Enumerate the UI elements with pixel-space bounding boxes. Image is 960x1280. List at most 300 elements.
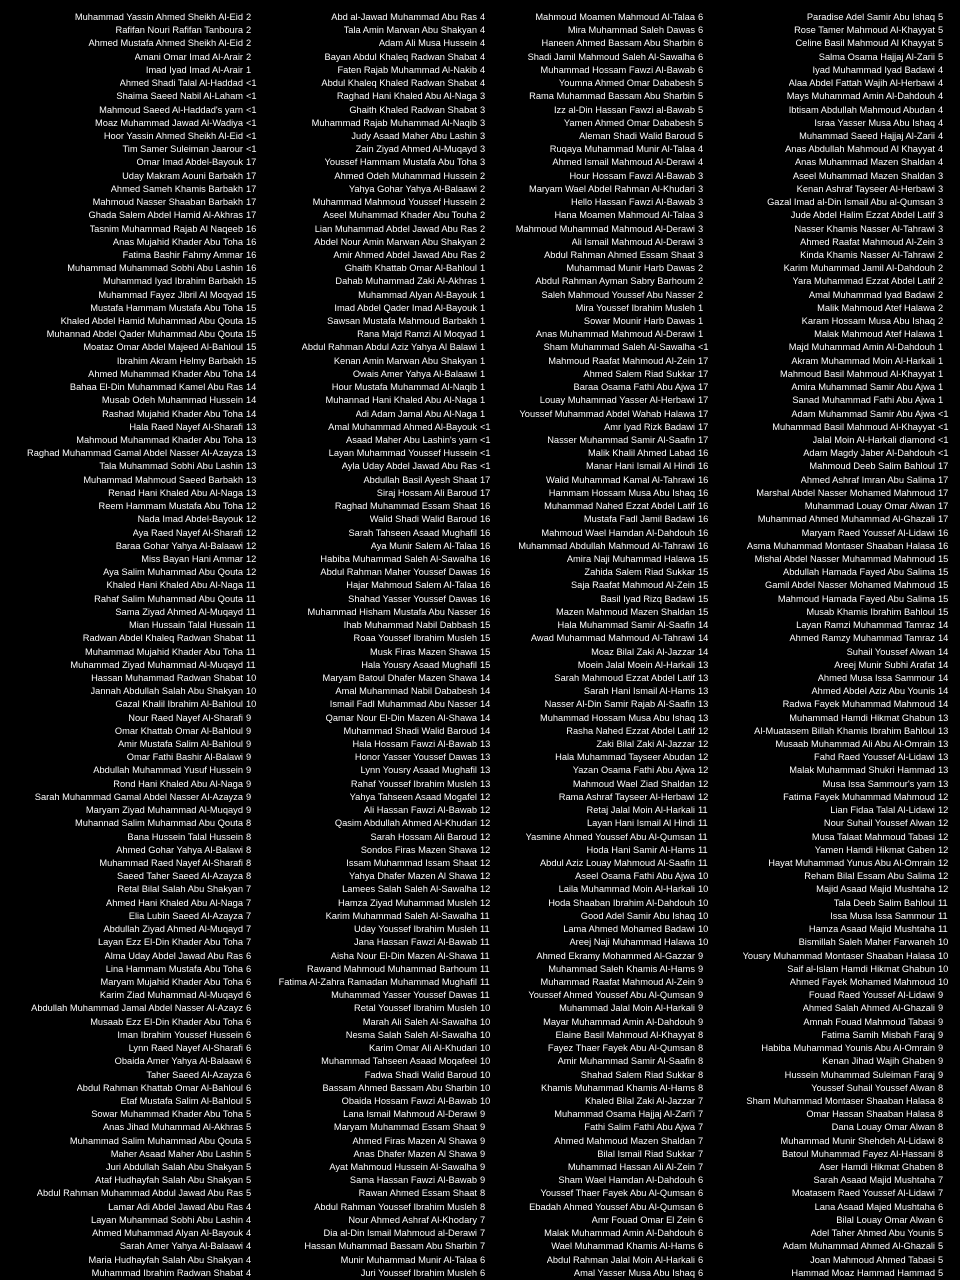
name-entry (6, 963, 262, 976)
name-entry (714, 844, 954, 857)
person-age: 14 (480, 672, 491, 683)
name-entry (6, 579, 262, 592)
person-age: 5 (938, 25, 944, 36)
person-age: 13 (246, 474, 257, 485)
person-name: Gazal Imad al-Din Ismail Abu al-Qumsan (767, 197, 935, 208)
name-entry (6, 368, 262, 381)
person-age: 9 (698, 976, 704, 987)
name-entry (262, 791, 496, 804)
person-age: 4 (480, 38, 486, 49)
person-age: 10 (480, 1069, 491, 1080)
person-age: 10 (480, 1095, 491, 1106)
person-age: 14 (480, 699, 491, 710)
name-entry (714, 1069, 954, 1082)
name-entry (6, 196, 262, 209)
person-name: Maryam Mujahid Khader Abu Toha (100, 976, 243, 987)
person-age: 9 (938, 1029, 944, 1040)
person-name: Adi Adam Jamal Abu Al-Naga (355, 408, 477, 419)
person-name: Omar Fathi Bashir Al-Balawi (126, 752, 243, 763)
name-entry (262, 1161, 496, 1174)
person-name: Hoda Hani Samir Al-Hams (586, 844, 695, 855)
name-entry (6, 1187, 262, 1200)
name-entry (714, 725, 954, 738)
person-age: 14 (938, 633, 949, 644)
person-name: Anas Muhammad Mazen Shaldan (794, 157, 935, 168)
person-name: Mira Muhammad Saleh Dawas (567, 25, 695, 36)
person-name: Anas Mujahid Khader Abu Toha (112, 236, 243, 247)
name-entry (714, 1042, 954, 1055)
person-age: 15 (698, 606, 709, 617)
person-age: 4 (246, 1241, 252, 1252)
person-age: 16 (480, 593, 491, 604)
person-age: <1 (938, 448, 949, 459)
name-entry (262, 513, 496, 526)
person-age: 7 (246, 937, 252, 948)
name-entry (714, 1148, 954, 1161)
name-entry (714, 500, 954, 513)
person-name: Bahaa El-Din Muhammad Kamel Abu Ras (69, 382, 243, 393)
person-name: Abdul Aziz Louay Mahmoud Al-Saafin (539, 858, 695, 868)
person-age: 4 (480, 78, 486, 89)
name-entry (6, 646, 262, 659)
name-entry (714, 236, 954, 249)
person-name: Amira Muhammad Samir Abu Ajwa (791, 382, 935, 393)
person-age: 15 (246, 302, 257, 313)
person-age: 15 (480, 633, 491, 644)
name-entry (6, 1214, 262, 1227)
name-entry (714, 77, 954, 90)
name-entry (496, 474, 714, 487)
person-name: Ahmed Musa Issa Sammour (817, 672, 935, 683)
person-name: Malak Muhammad Amin Al-Dahdouh (544, 1228, 695, 1239)
person-name: Baraa Gohar Yahya Al-Balaawi (115, 540, 243, 551)
person-name: Muhammad Raed Nayef Al-Sharafi (99, 858, 243, 868)
name-entry (262, 117, 496, 130)
person-name: Gamil Abdel Nasser Mohamed Mahmoud (764, 580, 935, 591)
name-entry (496, 1016, 714, 1029)
person-name: Suhail Youssef Alwan (846, 646, 935, 657)
person-age: 12 (938, 805, 949, 816)
person-name: Abdullah Muhammad Jamal Abdel Nasser Al-Azayz (31, 1003, 243, 1014)
person-age: 2 (246, 12, 252, 22)
person-age: 11 (938, 897, 948, 908)
name-entry (714, 1240, 954, 1253)
name-entry (714, 143, 954, 156)
person-name: Hajar Mahmoud Salem Al-Talaa (346, 580, 477, 591)
person-age: 6 (698, 1188, 704, 1199)
person-age: 11 (480, 937, 490, 948)
name-entry (496, 923, 714, 936)
person-age: 13 (246, 487, 257, 498)
person-name: Ahmed Fayek Mohamed Mahmoud (789, 976, 935, 987)
person-age: 2 (480, 197, 486, 208)
name-entry (262, 156, 496, 169)
person-name: Muhammad Hossam Musa Abu Ishaq (539, 712, 695, 723)
person-age: 3 (698, 170, 704, 181)
person-age: 3 (698, 210, 704, 221)
name-entry (714, 1121, 954, 1134)
person-name: Uday Makram Aouni Barbakh (122, 170, 243, 181)
name-entry (6, 460, 262, 473)
person-age: 5 (246, 1148, 252, 1159)
person-name: Ali Hassan Fawzi Al-Bawab (363, 805, 477, 816)
person-age: <1 (938, 421, 949, 432)
name-entry (496, 130, 714, 143)
name-entry (714, 394, 954, 407)
person-name: Muhammad Iyad Ibrahim Barbakh (102, 276, 243, 287)
person-name: Abdul Rahman Ahmed Essam Shaat (544, 249, 695, 260)
person-name: Malak Mahmoud Atef Halawa (814, 329, 935, 340)
name-entry (496, 646, 714, 659)
person-name: Moaz Muhammad Jawad Al-Wadiya (95, 117, 243, 128)
person-name: Maria Hudhayfah Salah Abu Shakyan (88, 1254, 243, 1265)
person-age: 5 (938, 1254, 944, 1265)
person-name: Nour Suhail Youssef Alwan (823, 818, 935, 829)
person-age: 12 (480, 871, 491, 882)
person-age: 11 (480, 963, 490, 974)
name-entry (6, 37, 262, 50)
person-name: Mayar Muhammad Amin Al-Dahdouh (543, 1016, 695, 1027)
person-name: Fatima Bashir Fahmy Ammar (122, 249, 243, 260)
person-name: Ahmed Salem Riad Sukkar (583, 368, 695, 379)
person-age: 17 (246, 183, 257, 194)
name-entry (714, 989, 954, 1002)
name-entry (6, 11, 262, 24)
name-entry (262, 196, 496, 209)
person-name: Youssef Ahmed Youssef Abu Al-Qumsan (528, 990, 695, 1001)
name-entry (714, 923, 954, 936)
name-entry (714, 1016, 954, 1029)
person-name: Taher Saeed Al-Azayza (146, 1069, 243, 1080)
name-entry (714, 698, 954, 711)
person-age: 15 (698, 553, 709, 564)
person-age: 10 (698, 937, 709, 948)
person-name: Fatima Fayek Muhammad Mahmoud (783, 791, 935, 802)
name-entry (262, 1069, 496, 1082)
name-entry (496, 500, 714, 513)
name-entry (714, 434, 954, 447)
name-entry (714, 474, 954, 487)
person-name: Musk Firas Mazen Shawa (370, 646, 477, 657)
person-name: Muhammad Hossam Fawzi Al-Bawab (540, 64, 695, 75)
person-age: 5 (246, 1122, 252, 1133)
person-age: 11 (246, 633, 256, 644)
person-name: Mustafa Fadl Jamil Badawi (583, 514, 695, 525)
name-entry (714, 209, 954, 222)
person-age: 16 (246, 263, 257, 274)
person-name: Raghad Hani Khaled Abu Al-Naga (336, 91, 477, 102)
person-name: Amir Ahmed Abdel Jawad Abu Ras (333, 249, 477, 260)
person-age: 10 (246, 672, 257, 683)
name-entry (714, 791, 954, 804)
name-entry (496, 196, 714, 209)
person-age: 11 (246, 646, 256, 657)
name-entry (714, 37, 954, 50)
name-entry (496, 77, 714, 90)
name-entry (496, 963, 714, 976)
person-name: Good Adel Samir Abu Ishaq (580, 910, 695, 921)
person-name: Maryam Batoul Dhafer Mazen Shawa (322, 672, 477, 683)
person-name: Bilal Louay Omar Alwan (836, 1214, 935, 1225)
name-entry (714, 593, 954, 606)
name-entry (262, 447, 496, 460)
name-entry (496, 289, 714, 302)
person-age: 16 (698, 448, 709, 459)
person-name: Faten Rajab Muhammad Al-Nakib (337, 64, 477, 75)
person-age: 6 (698, 1267, 704, 1278)
person-age: 4 (938, 117, 944, 128)
name-entry (714, 1082, 954, 1095)
person-age: 12 (246, 540, 257, 551)
person-age: 11 (480, 976, 490, 987)
person-name: Muhammad Saleh Khamis Al-Hams (548, 963, 695, 974)
name-entry (714, 341, 954, 354)
name-entry (496, 64, 714, 77)
person-name: Hello Hassan Fawzi Al-Bawab (570, 197, 695, 208)
person-age: 6 (246, 1043, 252, 1054)
person-age: 4 (480, 64, 486, 75)
person-age: 5 (698, 91, 704, 102)
name-entry (714, 408, 954, 421)
name-entry (262, 566, 496, 579)
person-name: Khaled Bilal Zaki Al-Jazzar (584, 1095, 695, 1106)
name-entry (262, 1214, 496, 1227)
name-entry (714, 1174, 954, 1187)
person-age: 16 (480, 540, 491, 551)
name-entry (496, 1069, 714, 1082)
name-entry (714, 606, 954, 619)
person-name: Muhammad Hassan Ali Al-Zein (567, 1162, 695, 1173)
person-name: Lana Ismail Mahmoud Al-Derawi (343, 1109, 477, 1120)
person-name: Muhammad Basil Mahmoud Al-Khayyat (772, 421, 935, 432)
name-entry (714, 104, 954, 117)
name-entry (496, 659, 714, 672)
person-name: Aser Hamdi Hikmat Ghaben (819, 1162, 935, 1173)
person-name: Layan Ramzi Muhammad Tamraz (796, 620, 935, 631)
person-age: 1 (480, 395, 486, 406)
name-entry (6, 870, 262, 883)
person-name: Mahmoud Wael Hamdan Al-Dahdouh (541, 527, 695, 538)
name-entry (262, 37, 496, 50)
person-age: 13 (480, 778, 491, 789)
person-name: Iman Ibrahim Youssef Hussein (117, 1029, 243, 1040)
person-age: <1 (480, 435, 491, 445)
person-age: 9 (246, 778, 252, 789)
name-entry (714, 117, 954, 130)
person-name: Karim Omar Ali Al-Khudari (369, 1043, 477, 1054)
person-name: Maryam Muhammad Essam Shaat (333, 1122, 477, 1133)
person-age: 9 (938, 1016, 944, 1027)
person-age: <1 (480, 421, 491, 432)
person-age: 16 (698, 527, 709, 538)
name-entry (6, 791, 262, 804)
person-name: Miss Bayan Hani Ammar (141, 553, 243, 564)
person-name: Retal Bilal Salah Abu Shakyan (117, 884, 243, 895)
name-entry (714, 553, 954, 566)
name-entry (714, 1055, 954, 1068)
person-age: 17 (698, 368, 709, 379)
person-name: Tim Samer Suleiman Jaarour (122, 144, 243, 155)
person-name: Jude Abdel Halim Ezzat Abdel Latif (790, 210, 935, 221)
name-entry (262, 183, 496, 196)
person-age: 13 (246, 461, 257, 472)
person-name: Maryam Wael Abdel Rahman Al-Khudari (528, 183, 695, 194)
person-name: Hassan Muhammad Bassam Abu Sharbin (304, 1241, 477, 1252)
person-name: Layan Muhammad Youssef Hussein (328, 448, 477, 459)
person-age: 14 (246, 368, 257, 379)
name-entry (496, 910, 714, 923)
name-entry (496, 302, 714, 315)
person-age: 12 (246, 514, 257, 525)
person-age: <1 (246, 130, 257, 141)
name-entry (6, 1201, 262, 1214)
name-entry (262, 328, 496, 341)
person-name: Fouad Raed Youssef Al-Lidawi (808, 990, 935, 1001)
person-name: Adam Ali Musa Hussein (378, 38, 477, 49)
name-entry (496, 51, 714, 64)
person-age: 11 (698, 844, 708, 855)
name-entry (496, 1267, 714, 1280)
name-entry (6, 487, 262, 500)
person-age: 12 (480, 818, 491, 829)
person-age: 6 (246, 1069, 252, 1080)
person-age: 6 (698, 1175, 704, 1186)
person-name: Karim Muhammad Saleh Al-Sawalha (325, 910, 477, 921)
name-entry (6, 130, 262, 143)
person-age: 1 (698, 329, 704, 340)
person-age: 4 (698, 144, 704, 155)
person-age: 15 (938, 580, 949, 591)
name-entry (262, 883, 496, 896)
name-entry (6, 804, 262, 817)
person-age: 2 (246, 38, 252, 49)
name-entry (496, 738, 714, 751)
name-entry (262, 778, 496, 791)
person-name: Ataf Hudhayfah Salah Abu Shakyan (95, 1175, 243, 1186)
person-name: Kinda Khamis Nasser Al-Tahrawi (800, 249, 935, 260)
person-name: Adam Magdy Jaber Al-Dahdouh (803, 448, 935, 459)
person-name: Ahmed Salah Ahmed Al-Ghazali (802, 1003, 935, 1014)
person-name: Hamza Ziyad Muhammad Musleh (338, 897, 477, 908)
name-entry (714, 870, 954, 883)
person-name: Dana Louay Omar Alwan (831, 1122, 935, 1133)
person-name: Musab Khamis Ibrahim Bahloul (806, 606, 935, 617)
name-entry (496, 606, 714, 619)
person-name: Mustafa Hammam Mustafa Abu Toha (90, 302, 243, 313)
person-name: Asma Muhammad Montaser Shaaban Halasa (746, 540, 935, 551)
person-age: 2 (480, 249, 486, 260)
name-entry (6, 1082, 262, 1095)
name-entry (496, 368, 714, 381)
person-name: Reem Hammam Mustafa Abu Toha (98, 501, 243, 512)
person-age: 5 (246, 1162, 252, 1173)
person-name: Ibtisam Abdullah Mahmoud Abudan (788, 104, 935, 115)
person-name: Ahmed Gohar Yahya Al-Balawi (116, 844, 243, 855)
person-age: 8 (938, 1109, 944, 1120)
person-age: 9 (480, 1148, 486, 1159)
person-age: <1 (246, 117, 257, 128)
person-name: Sarah Amer Yahya Al-Balaawi (119, 1241, 243, 1252)
person-name: Lynn Yousry Asaad Mughafil (360, 765, 477, 776)
person-name: Fayez Thaer Fayek Abu Al-Qumsan (547, 1043, 695, 1054)
person-age: 10 (938, 937, 949, 948)
name-entry (262, 804, 496, 817)
name-entry (714, 910, 954, 923)
person-age: 10 (698, 910, 709, 921)
person-age: 12 (938, 884, 949, 895)
person-age: 12 (938, 871, 949, 882)
person-name: Layan Ezz El-Din Khader Abu Toha (97, 937, 243, 948)
person-name: Hour Hossam Fawzi Al-Bawab (569, 170, 695, 181)
name-entry (6, 90, 262, 103)
name-entry (496, 1240, 714, 1253)
person-age: 13 (246, 421, 257, 432)
person-name: Yahya Gohar Yahya Al-Balaawi (348, 183, 477, 194)
person-name: Zahida Salem Riad Sukkar (584, 567, 695, 578)
name-entry (496, 223, 714, 236)
person-name: Abdul Rahman Abdul Aziz Yahya Al Balawi (301, 342, 477, 353)
person-age: 5 (698, 104, 704, 115)
person-name: Abd al-Jawad Muhammad Abu Ras (331, 12, 477, 22)
person-name: Ali Ismail Mahmoud Al-Derawi (571, 236, 695, 247)
person-name: Mahmoud Nasser Shaaban Barbakh (92, 197, 243, 208)
person-name: Hour Mustafa Muhammad Al-Naqib (331, 382, 477, 393)
person-name: Rose Tamer Mahmoud Al-Khayyat (794, 25, 935, 36)
person-age: 4 (246, 1228, 252, 1239)
name-entry (262, 1108, 496, 1121)
name-entry (262, 593, 496, 606)
person-age: 12 (246, 501, 257, 512)
name-entry (714, 156, 954, 169)
person-age: 11 (480, 924, 490, 935)
person-age: 16 (480, 514, 491, 525)
name-entry (6, 117, 262, 130)
person-age: 2 (938, 302, 944, 313)
person-age: 16 (698, 474, 709, 485)
person-name: Ihab Muhammad Nabil Dabbash (343, 620, 477, 631)
person-name: Kenan Amin Marwan Abu Shakyan (333, 355, 477, 366)
person-name: Rashad Mujahid Khader Abu Toha (102, 408, 243, 419)
person-age: <1 (480, 448, 491, 459)
person-age: 10 (480, 1029, 491, 1040)
person-name: Majid Asaad Majid Mushtaha (816, 884, 935, 895)
person-name: Ahmed Sameh Khamis Barbakh (110, 183, 243, 194)
person-name: Marshal Abdel Nasser Mohamed Mahmoud (756, 487, 935, 498)
name-entry (714, 778, 954, 791)
person-name: Hala Muhammad Tayseer Abudan (555, 752, 695, 763)
name-entry (496, 1029, 714, 1042)
person-name: Youssef Suhail Youssef Alwan (811, 1082, 935, 1093)
person-age: 16 (698, 514, 709, 525)
name-entry (262, 857, 496, 870)
name-entry (262, 527, 496, 540)
person-age: 6 (246, 1056, 252, 1067)
name-entry (6, 632, 262, 645)
person-name: Munir Muhammad Munir Al-Talaa (340, 1254, 477, 1265)
person-age: 12 (480, 791, 491, 802)
person-name: Ahmed Hani Khaled Abu Al-Naga (106, 897, 243, 908)
person-name: Muhammad Raafat Mahmoud Al-Zein (540, 976, 695, 987)
name-entry (6, 51, 262, 64)
person-name: Abdul Khaleq Khaled Radwan Shabat (321, 78, 477, 89)
person-name: Mira Youssef Ibrahim Musleh (575, 302, 695, 313)
name-entry (496, 1002, 714, 1015)
name-entry (6, 712, 262, 725)
name-entry (714, 183, 954, 196)
name-entry (496, 143, 714, 156)
person-age: 12 (698, 765, 709, 776)
person-name: Mays Muhammad Amin Al-Dahdouh (786, 91, 935, 102)
